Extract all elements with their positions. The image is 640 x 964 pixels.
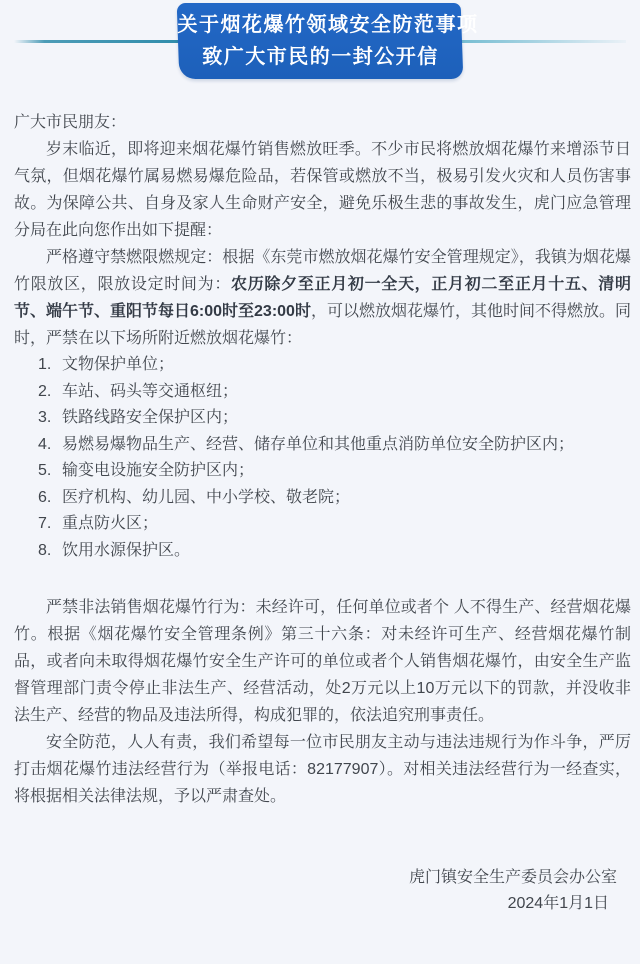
banner-title-line-1: 关于烟花爆竹领域安全防范事项 xyxy=(177,14,479,36)
list-item xyxy=(14,405,631,432)
list-item-text: 文物保护单位； xyxy=(62,356,175,373)
list-item xyxy=(14,485,631,512)
paragraph-report: 安全防范，人人有责，我们希望每一位市民朋友主动与违法违规行为作斗争，严厉打击烟花爆竹违法经营行为（举报电话：82177907）。对相关违法经营行为一经查实，将根据相关法律法规，予以严肃查处。 xyxy=(14,734,631,805)
signature-organization: 虎门镇安全生产委员会办公室 xyxy=(408,869,617,886)
title-banner xyxy=(177,3,479,79)
list-item-text: 重点防火区； xyxy=(62,515,159,532)
list-item xyxy=(14,432,631,459)
list-item-number: 7. xyxy=(38,515,52,532)
list-item-number: 4. xyxy=(38,435,52,453)
restrictions-text-post: ，可以燃放烟花爆竹，其他时间不得燃放。同时，严禁在以下场所附近燃放烟花爆竹： xyxy=(14,303,631,347)
paragraph-restrictions xyxy=(14,244,631,352)
restricted-places-list xyxy=(14,352,631,564)
banner-title-line-2: 致广大市民的一封公开信 xyxy=(202,46,439,68)
list-item xyxy=(14,379,631,406)
list-item-number: 6. xyxy=(38,488,52,506)
list-item-number: 3. xyxy=(38,409,52,426)
paragraph-illegal-sales: 严禁非法销售烟花爆竹行为：未经许可，任何单位或者个 人不得生产、经营烟花爆竹。根据《烟花爆竹安全管理条例》第三十六条：对未经许可生产、经营烟花爆竹制品，或者向未取得烟花爆竹安全生产许可的单位或者个人销售烟花爆竹，由安全生产监督管理部门责令停止非法生产、经营活动，处2万元以上10万元以下的罚款，并没收非法生产、经营的物品及违法所得，构成犯罪的，依法追究刑事责任。 xyxy=(14,599,631,724)
list-item-text: 输变电设施安全防护区内； xyxy=(62,462,255,479)
salutation: 广大市民朋友： xyxy=(14,114,127,131)
list-item-number: 2. xyxy=(38,382,52,400)
list-item-text: 铁路线路安全保护区内； xyxy=(62,409,239,426)
list-item-text: 饮用水源保护区。 xyxy=(62,541,191,559)
restrictions-text-pre: 严格遵守禁燃限燃规定：根据《东莞市燃放烟花爆竹安全管理规定》，我镇为烟花爆竹限放区，限放设定时间为： xyxy=(14,249,631,293)
signature-block xyxy=(14,865,631,917)
list-item xyxy=(14,511,631,538)
paragraph-intro: 岁末临近，即将迎来烟花爆竹销售燃放旺季。不少市民将燃放烟花爆竹来增添节日气氛，但烟花爆竹属易燃易爆危险品，若保管或燃放不当，极易引发火灾和人员伤害事故。为保障公共、自身及家人生命财产安全，避免乐极生悲的事故发生，虎门应急管理分局在此向您作出如下提醒： xyxy=(14,141,631,239)
list-item-number: 5. xyxy=(38,462,52,479)
list-item xyxy=(14,458,631,485)
list-item xyxy=(14,352,631,379)
list-item-text: 易燃易爆物品生产、经营、储存单位和其他重点消防单位安全防护区内； xyxy=(62,435,575,453)
list-item xyxy=(14,538,631,565)
list-item-text: 车站、码头等交通枢纽； xyxy=(62,382,239,400)
list-item-text: 医疗机构、幼儿园、中小学校、敬老院； xyxy=(62,488,351,506)
list-item-number: 8. xyxy=(38,541,52,559)
list-item-number: 1. xyxy=(38,356,52,373)
letter-body xyxy=(0,109,640,917)
restrictions-allowed-times: 农历除夕至正月初一全天，正月初二至正月十五、清明节、端午节、重阳节每日6:00时至23:00时 xyxy=(14,276,631,320)
signature-date: 2024年1月1日 xyxy=(507,895,609,912)
